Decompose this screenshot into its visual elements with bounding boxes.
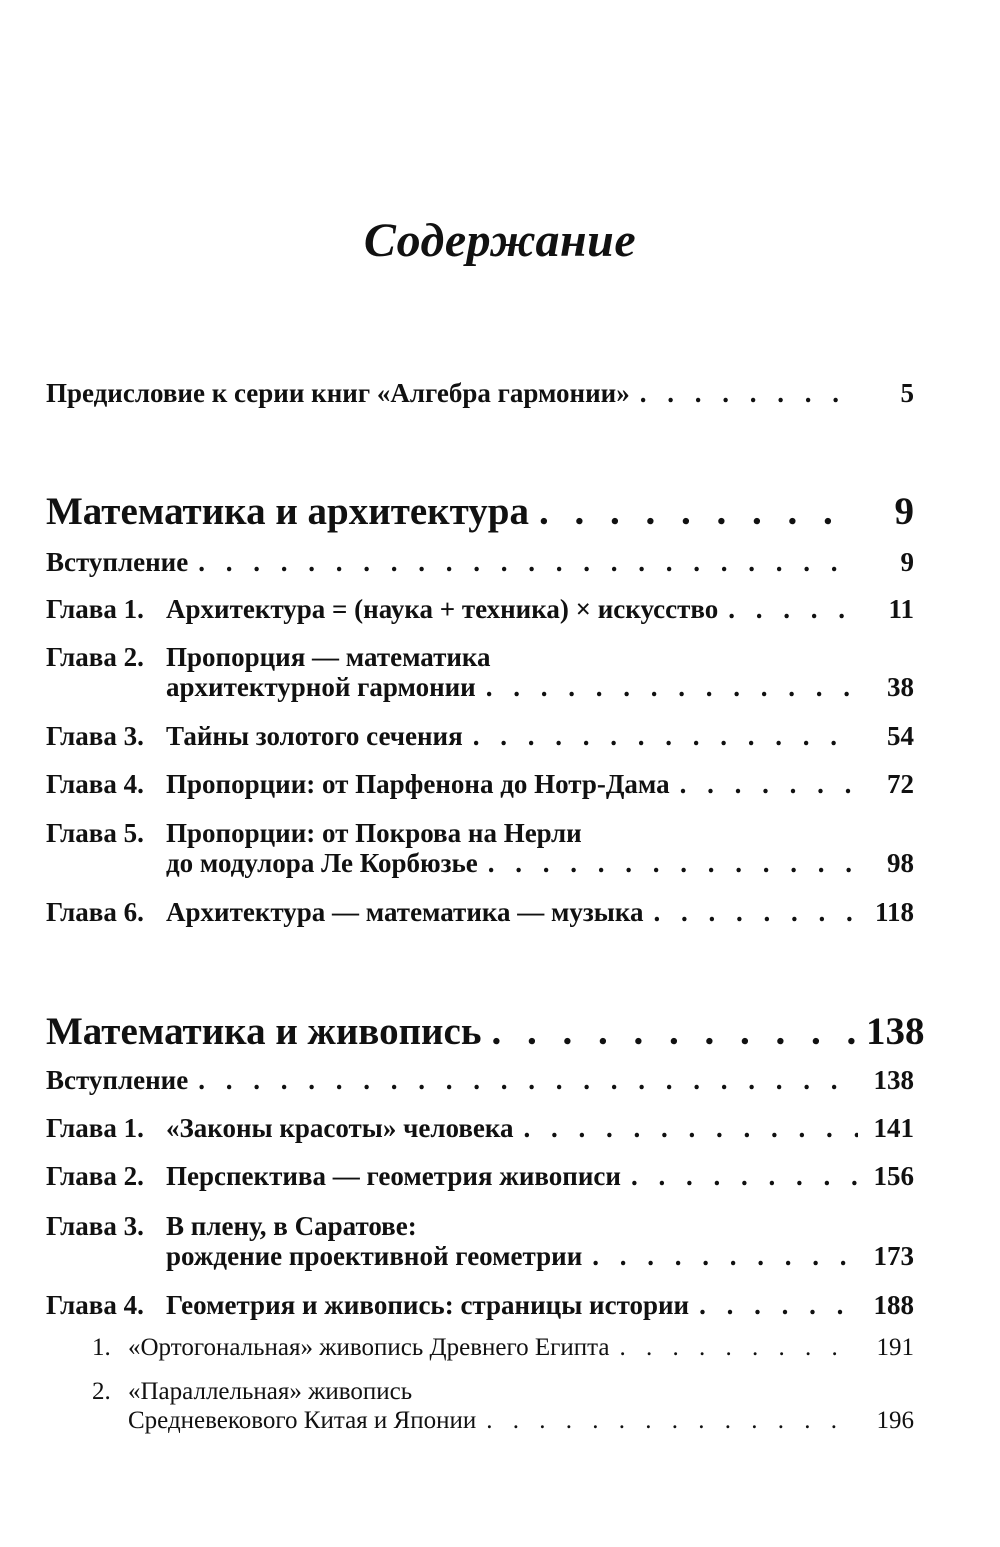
part-title: Математика и живопись bbox=[46, 1010, 482, 1053]
toc-entry-chapter[interactable] bbox=[46, 593, 914, 625]
page-title: Содержание bbox=[363, 214, 637, 267]
chapter-label: Глава 4. bbox=[46, 1290, 144, 1320]
section-label: 2. bbox=[92, 1378, 111, 1405]
toc-entry-section[interactable] bbox=[92, 1376, 914, 1408]
dot-leader bbox=[491, 1010, 858, 1054]
toc-page-number: 118 bbox=[874, 897, 914, 927]
toc-entry-text: Пропорция — математика bbox=[166, 642, 491, 672]
dot-leader bbox=[486, 671, 858, 703]
toc-page-number: 72 bbox=[887, 769, 914, 799]
toc-page-number: 188 bbox=[873, 1290, 914, 1320]
dot-leader bbox=[486, 1405, 858, 1437]
toc-entry-chapter[interactable] bbox=[46, 1289, 914, 1321]
toc-entry-text: «Ортогональная» живопись Древнего Египта bbox=[128, 1334, 610, 1361]
dot-leader bbox=[619, 1332, 858, 1364]
toc-entry-continuation[interactable] bbox=[128, 1405, 914, 1437]
toc-page-number: 191 bbox=[876, 1334, 914, 1361]
toc-part-architecture[interactable] bbox=[46, 490, 914, 534]
toc-entry-intro[interactable] bbox=[46, 1064, 914, 1096]
chapter-label: Глава 3. bbox=[46, 721, 144, 751]
toc-entry-chapter[interactable] bbox=[46, 1210, 914, 1242]
dot-leader bbox=[680, 768, 858, 800]
dot-leader bbox=[198, 1064, 858, 1096]
toc-entry-chapter[interactable] bbox=[46, 1160, 914, 1192]
toc-entry-text: Пропорции: от Парфенона до Нотр-Дама bbox=[166, 769, 670, 799]
toc-entry-text: Геометрия и живопись: страницы истории bbox=[166, 1290, 690, 1320]
toc-page-number: 196 bbox=[876, 1407, 914, 1434]
chapter-label: Глава 1. bbox=[46, 594, 144, 624]
toc-page-number: 38 bbox=[887, 672, 914, 702]
dot-leader bbox=[640, 377, 858, 409]
toc-entry-chapter[interactable] bbox=[46, 1112, 914, 1144]
toc-entry-continuation[interactable] bbox=[166, 847, 914, 879]
toc-entry-intro[interactable] bbox=[46, 546, 914, 578]
chapter-label: Глава 2. bbox=[46, 1161, 144, 1191]
toc-entry-chapter[interactable] bbox=[46, 768, 914, 800]
toc-entry-chapter[interactable] bbox=[46, 641, 914, 673]
toc-page-number: 173 bbox=[873, 1241, 914, 1271]
toc-entry-chapter[interactable] bbox=[46, 817, 914, 849]
toc-page-number: 5 bbox=[900, 378, 914, 408]
dot-leader bbox=[198, 546, 858, 578]
chapter-label: Глава 2. bbox=[46, 642, 144, 672]
toc-entry-text: «Параллельная» живопись bbox=[128, 1378, 413, 1405]
toc-entry-text: рождение проективной геометрии bbox=[166, 1241, 583, 1271]
toc-page-number: 138 bbox=[873, 1065, 914, 1095]
dot-leader bbox=[631, 1160, 858, 1192]
toc-page-number: 141 bbox=[873, 1113, 914, 1143]
dot-leader bbox=[699, 1289, 858, 1321]
chapter-label: Глава 4. bbox=[46, 769, 144, 799]
part-title: Математика и архитектура bbox=[46, 490, 529, 533]
toc-entry-text: Перспектива — геометрия живописи bbox=[166, 1161, 621, 1191]
toc-entry-text: Вступление bbox=[46, 547, 189, 577]
toc-entry-text: Архитектура — математика — музыка bbox=[166, 897, 644, 927]
toc-page-number: 11 bbox=[888, 594, 914, 624]
toc-page-number: 9 bbox=[900, 547, 914, 577]
toc-entry-text: Предисловие к серии книг «Алгебра гармонии» bbox=[46, 378, 630, 408]
dot-leader bbox=[524, 1112, 858, 1144]
dot-leader bbox=[592, 1240, 858, 1272]
chapter-label: Глава 1. bbox=[46, 1113, 144, 1143]
toc-page-number: 98 bbox=[887, 848, 914, 878]
dot-leader bbox=[473, 720, 858, 752]
toc-entry-text: Тайны золотого сечения bbox=[166, 721, 463, 751]
toc-entry-text: «Законы красоты» человека bbox=[166, 1113, 514, 1143]
toc-entry-continuation[interactable] bbox=[166, 671, 914, 703]
toc-entry-section[interactable] bbox=[92, 1332, 914, 1364]
toc-entry-text: архитектурной гармонии bbox=[166, 672, 476, 702]
toc-page-number: 9 bbox=[894, 490, 914, 533]
toc-page-number: 138 bbox=[866, 1010, 925, 1053]
chapter-label: Глава 6. bbox=[46, 897, 144, 927]
toc-entry-chapter[interactable] bbox=[46, 896, 914, 928]
dot-leader bbox=[728, 593, 858, 625]
toc-entry-text: Средневекового Китая и Японии bbox=[128, 1407, 477, 1434]
dot-leader bbox=[539, 490, 858, 534]
toc-part-painting[interactable] bbox=[46, 1010, 925, 1054]
chapter-label: Глава 5. bbox=[46, 818, 144, 848]
dot-leader bbox=[488, 847, 858, 879]
toc-entry-chapter[interactable] bbox=[46, 720, 914, 752]
toc-page-number: 156 bbox=[873, 1161, 914, 1191]
dot-leader bbox=[654, 896, 859, 928]
toc-entry-text: до модулора Ле Корбюзье bbox=[166, 848, 478, 878]
toc-entry-text: В плену, в Саратове: bbox=[166, 1211, 417, 1241]
toc-preface[interactable] bbox=[46, 377, 914, 409]
toc-entry-text: Архитектура = (наука + техника) × искусство bbox=[166, 594, 719, 624]
chapter-label: Глава 3. bbox=[46, 1211, 144, 1241]
toc-entry-text: Вступление bbox=[46, 1065, 189, 1095]
toc-page-number: 54 bbox=[887, 721, 914, 751]
section-label: 1. bbox=[92, 1334, 111, 1361]
toc-entry-text: Пропорции: от Покрова на Нерли bbox=[166, 818, 582, 848]
toc-entry-continuation[interactable] bbox=[166, 1240, 914, 1272]
